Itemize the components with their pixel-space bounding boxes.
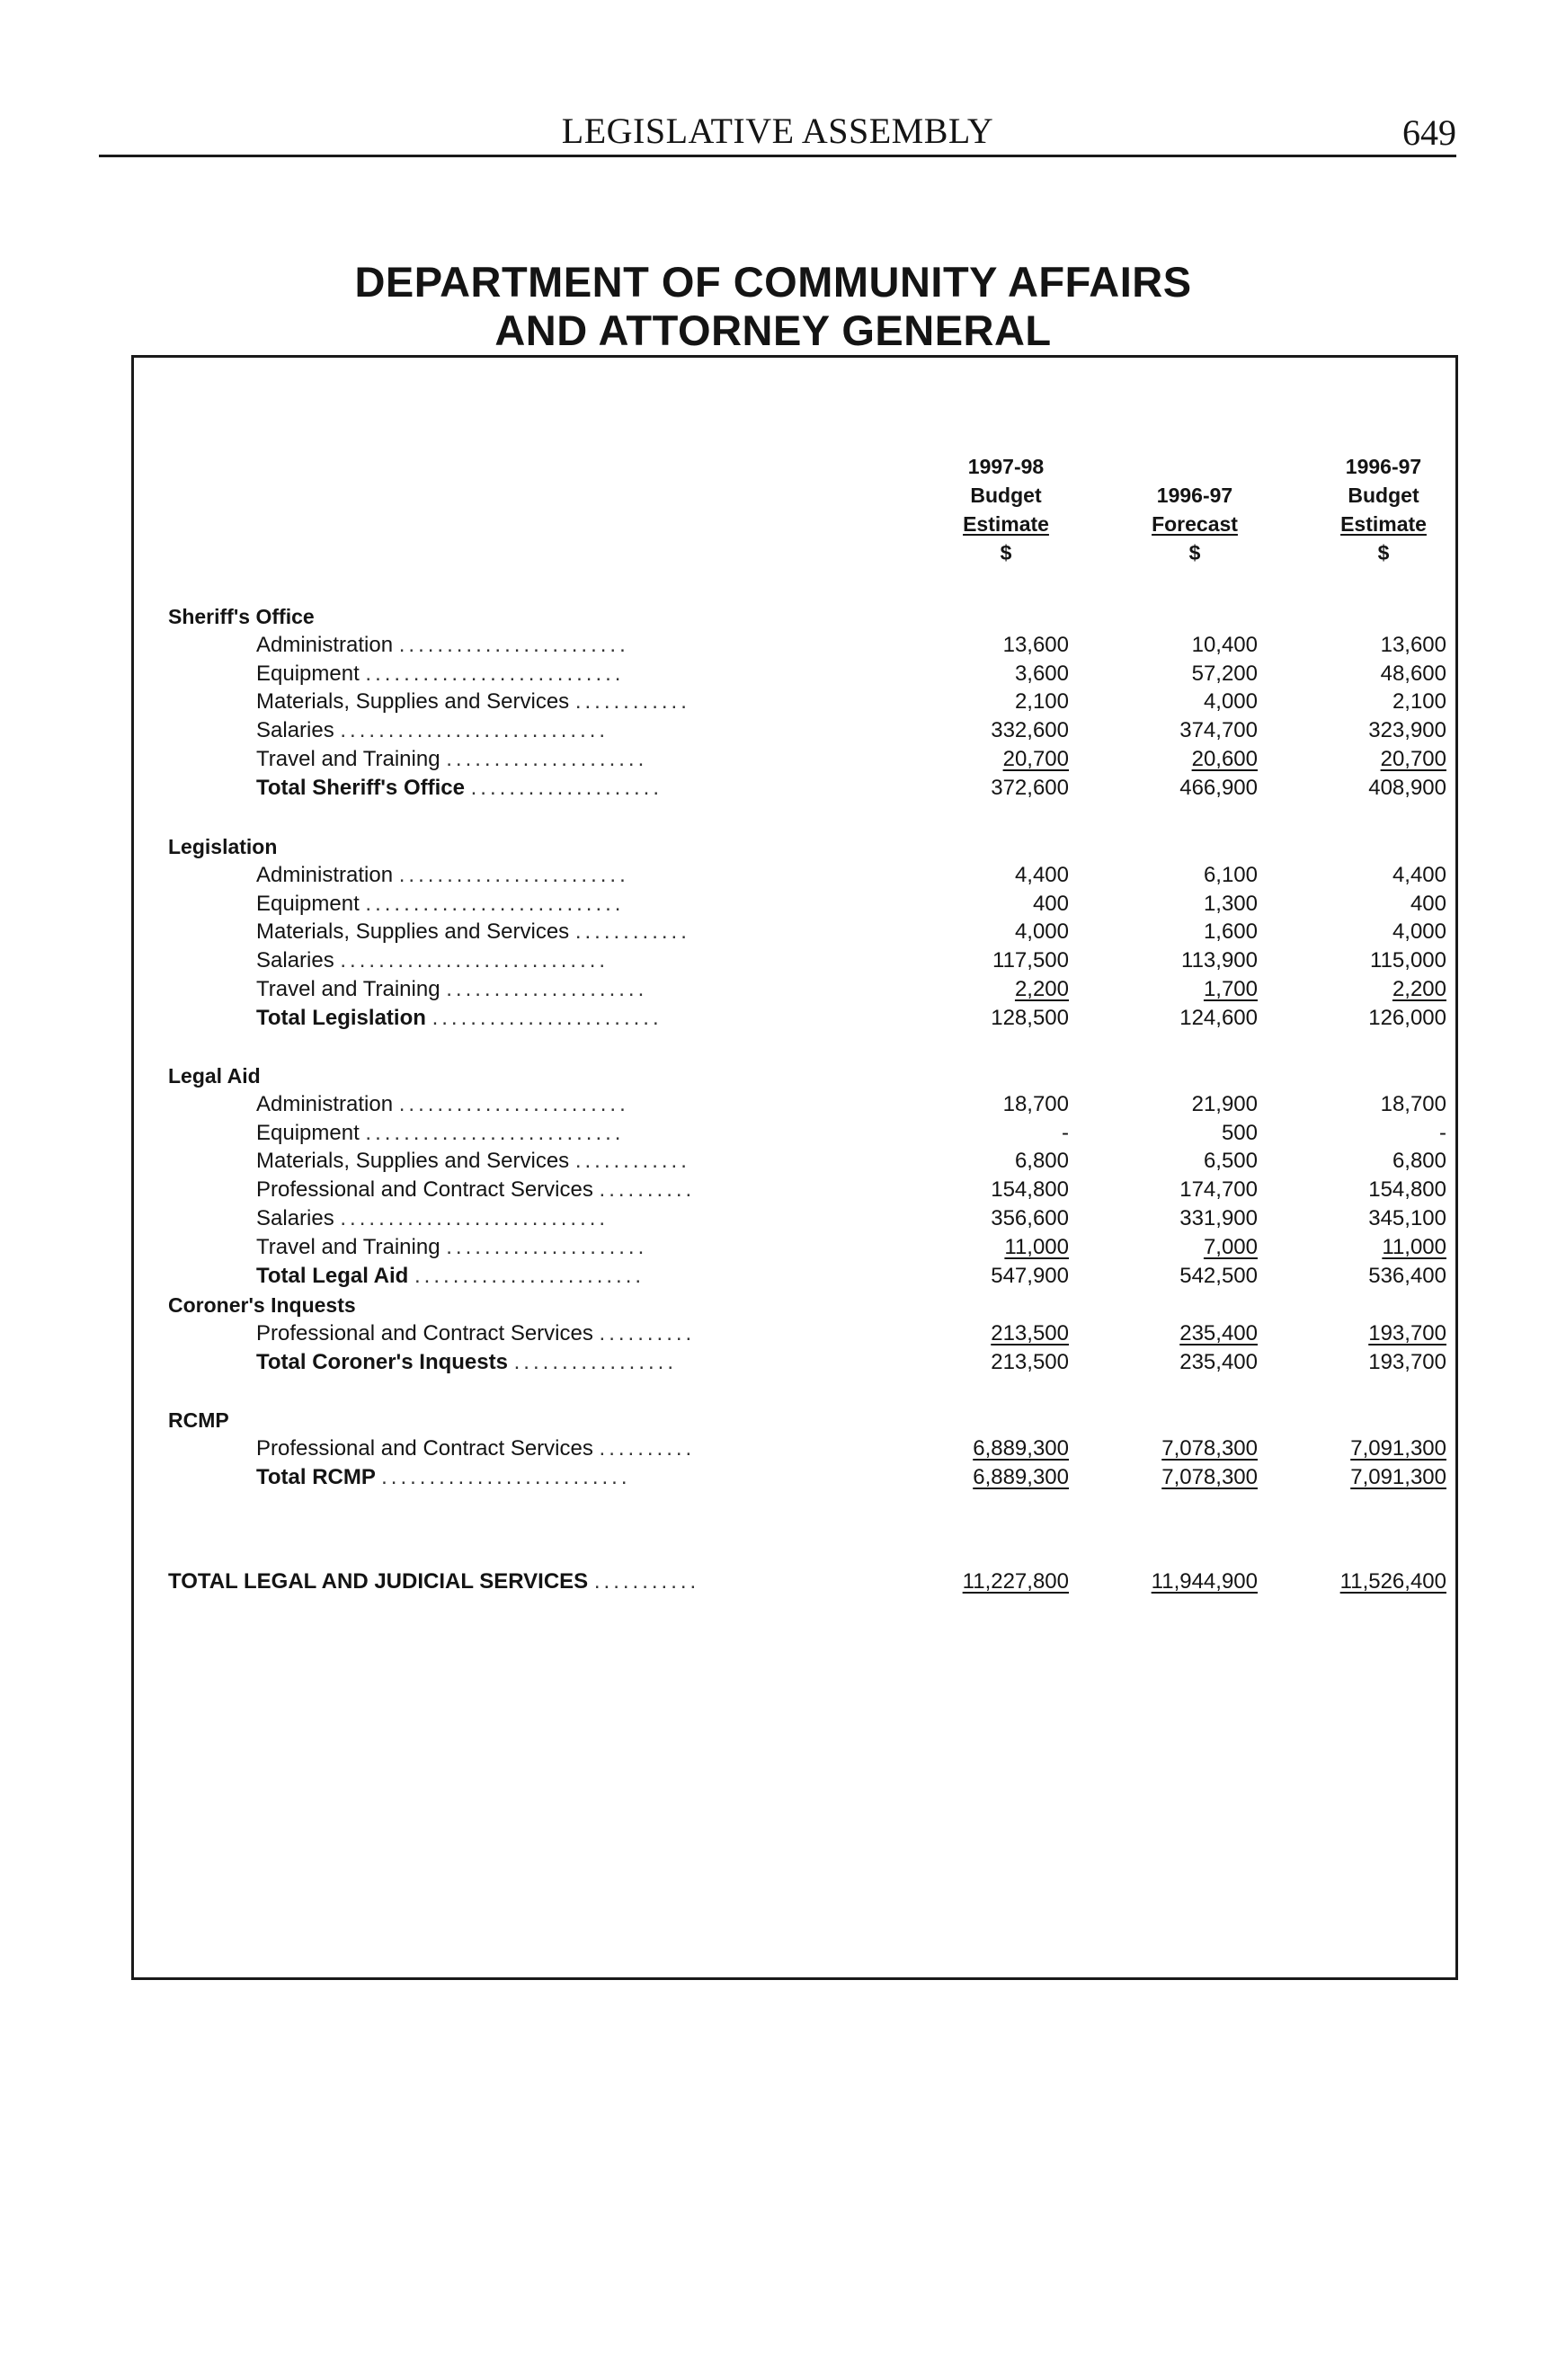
leader-dots: .......................... [381,1464,631,1489]
row-label-text: Total RCMP [256,1464,376,1489]
row-label-text: Professional and Contract Services [256,1435,593,1461]
amount-cell: 57,200 [1191,661,1258,686]
amount-cell: 4,000 [1203,689,1258,715]
column-header-1996-97-estimate [1294,452,1473,567]
amount-cell: 7,091,300 [1350,1464,1446,1489]
amount-cell: 3,600 [1014,661,1069,686]
leader-dots: ............ [574,1149,690,1174]
row-label [256,1319,966,1348]
row-label [256,1176,966,1204]
amount-cell: 4,400 [1014,862,1069,887]
row-label [256,1119,966,1148]
leader-dots: ............ [574,919,690,945]
section-title: RCMP [168,1408,229,1432]
leader-dots: ..................... [446,977,648,1001]
leader-dots: ............................ [340,948,609,973]
column-unit: $ [1377,541,1390,564]
line-item-row [134,918,1455,946]
row-label [256,688,966,716]
row-label-text: Materials, Supplies and Services [256,689,570,715]
column-header-line: 1997-98 [967,455,1045,478]
row-label-text: Salaries [256,718,334,743]
amount-cell: 332,600 [991,718,1069,743]
amount-cell: 372,600 [991,775,1069,800]
amount-cell: 13,600 [1380,632,1446,657]
leader-dots: ............................ [340,718,609,743]
row-label-text: Total Legal Aid [256,1263,409,1288]
amount-cell: 408,900 [1368,775,1446,800]
amount-cell: 356,600 [991,1206,1069,1230]
line-item-row [134,946,1455,975]
amount-cell: 6,500 [1203,1149,1258,1174]
column-header-line: Forecast [1152,512,1238,536]
row-label-text: Salaries [256,948,334,973]
amount-cell: 18,700 [1380,1091,1446,1116]
row-label [256,918,966,946]
leader-dots: ............................ [340,1206,609,1230]
amount-cell: 6,800 [1392,1149,1446,1174]
leader-dots: .......... [599,1435,696,1461]
amount-cell: 4,400 [1392,862,1446,887]
amount-cell: 331,900 [1179,1206,1258,1230]
column-header-line: 1996-97 [1156,484,1233,507]
leader-dots: ........................ [414,1263,645,1288]
amount-cell: 6,889,300 [973,1464,1069,1489]
amount-cell: 6,800 [1014,1149,1069,1174]
amount-cell: 6,889,300 [973,1435,1069,1461]
row-label [256,1233,966,1262]
row-label-text: Administration [256,862,394,887]
amount-cell: 2,200 [1014,977,1069,1001]
column-header-line [1105,452,1285,481]
line-item-row [134,716,1455,745]
row-label [256,1434,966,1463]
line-item-row [134,660,1455,688]
amount-cell: 154,800 [991,1177,1069,1203]
amount-cell: 2,200 [1392,977,1446,1001]
line-item-row [134,1204,1455,1233]
grand-total-row [134,1567,1455,1596]
column-header-1997-98-estimate [916,452,1096,567]
column-header-line: Budget [1348,484,1419,507]
leader-dots: .......... [599,1177,696,1203]
amount-cell: 48,600 [1380,661,1446,686]
line-item-row [134,1176,1455,1204]
amount-cell: 400 [1410,891,1446,916]
amount-cell: 213,500 [991,1320,1069,1345]
amount-cell: 7,078,300 [1161,1464,1258,1489]
leader-dots: ..................... [446,747,648,771]
column-header-line: 1996-97 [1345,455,1422,478]
amount-cell: 126,000 [1368,1005,1446,1030]
column-unit: $ [1000,541,1012,564]
amount-cell: 18,700 [1002,1091,1069,1116]
leader-dots: ........................ [398,632,629,657]
amount-cell: 11,944,900 [1151,1569,1258,1594]
section-title: Sheriff's Office [168,605,315,628]
line-item-row [134,1147,1455,1176]
amount-cell: 21,900 [1191,1091,1258,1116]
line-item-row [134,745,1455,774]
row-label-text: Equipment [256,891,360,916]
line-item-row [134,1233,1455,1262]
amount-cell: 542,500 [1179,1263,1258,1288]
row-label-text: Administration [256,632,394,657]
amount-cell: 13,600 [1002,632,1069,657]
line-item-row [134,688,1455,716]
row-label [256,946,966,975]
line-item-row [134,1434,1455,1463]
amount-cell: 113,900 [1181,948,1258,973]
total-row-sheriff-s-office [134,774,1455,803]
column-header-line: Estimate [1340,512,1427,536]
page-header [99,108,1456,157]
line-item-row [134,1119,1455,1148]
amount-cell: 2,100 [1014,689,1069,715]
leader-dots: ............ [574,689,690,715]
leader-dots: ................. [513,1349,677,1374]
page-number: 649 [1402,112,1456,153]
row-label [256,1348,966,1377]
line-item-row [134,890,1455,919]
row-label-text: Salaries [256,1206,334,1230]
column-header-line: Estimate [963,512,1049,536]
amount-cell: 466,900 [1179,775,1258,800]
row-label [256,745,966,774]
row-label [256,660,966,688]
amount-cell: 400 [1032,891,1069,916]
row-label-text: Professional and Contract Services [256,1320,593,1345]
amount-cell: 11,000 [1382,1234,1446,1259]
amount-cell: 20,700 [1380,747,1446,771]
amount-cell: 4,000 [1392,919,1446,945]
row-label-text: Travel and Training [256,977,440,1001]
row-label [256,1463,966,1492]
amount-cell: 2,100 [1392,689,1446,715]
amount-cell: 154,800 [1368,1177,1446,1203]
leader-dots: .......... [599,1320,696,1345]
row-label [256,1090,966,1119]
section-title: Legal Aid [168,1064,261,1088]
line-item-row [134,861,1455,890]
amount-cell: 323,900 [1368,718,1446,743]
running-title: LEGISLATIVE ASSEMBLY [561,111,994,151]
line-item-row [134,1319,1455,1348]
amount-cell: 235,400 [1179,1320,1258,1345]
section-title: Legislation [168,835,278,858]
amount-cell: 20,600 [1191,747,1258,771]
row-label-text: TOTAL LEGAL AND JUDICIAL SERVICES [168,1569,589,1594]
leader-dots: ........... [593,1569,700,1594]
row-label [168,1567,878,1596]
column-header-1996-97-forecast [1105,452,1285,567]
column-header-line: Budget [970,484,1042,507]
row-label [256,1204,966,1233]
department-title-line-2: AND ATTORNEY GENERAL [494,306,1052,354]
amount-cell: 4,000 [1014,919,1069,945]
row-label-text: Total Sheriff's Office [256,775,465,800]
leader-dots: ........................... [365,891,625,916]
amount-cell: 115,000 [1370,948,1446,973]
amount-cell: 213,500 [991,1349,1069,1374]
total-row-legal-aid [134,1262,1455,1291]
row-label [256,1004,966,1033]
leader-dots: ........................ [432,1005,663,1030]
section-title: Coroner's Inquests [168,1293,356,1317]
row-label [256,631,966,660]
department-title-line-1: DEPARTMENT OF COMMUNITY AFFAIRS [354,258,1192,306]
amount-cell: 374,700 [1179,718,1258,743]
amount-cell: 7,000 [1203,1234,1258,1259]
row-label-text: Equipment [256,1120,360,1145]
amount-cell: 11,227,800 [962,1569,1069,1594]
row-label-text: Materials, Supplies and Services [256,1149,570,1174]
amount-cell: - [1439,1120,1446,1145]
row-label [256,1147,966,1176]
line-item-row [134,631,1455,660]
row-label [256,890,966,919]
amount-cell: 235,400 [1179,1349,1258,1374]
row-label-text: Equipment [256,661,360,686]
line-item-row [134,1090,1455,1119]
row-label-text: Administration [256,1091,394,1116]
amount-cell: 6,100 [1203,862,1258,887]
leader-dots: ........................... [365,661,625,686]
total-row-legislation [134,1004,1455,1033]
amount-cell: 7,078,300 [1161,1435,1258,1461]
row-label-text: Professional and Contract Services [256,1177,593,1203]
leader-dots: ..................... [446,1234,648,1259]
row-label [256,975,966,1004]
amount-cell: 174,700 [1179,1177,1258,1203]
budget-table [131,355,1458,1980]
amount-cell: 536,400 [1368,1263,1446,1288]
row-label [256,861,966,890]
amount-cell: 500 [1221,1120,1258,1145]
leader-dots: ........................ [398,862,629,887]
row-label-text: Travel and Training [256,747,440,771]
line-item-row [134,975,1455,1004]
row-label-text: Total Coroner's Inquests [256,1349,508,1374]
leader-dots: ........................... [365,1120,625,1145]
amount-cell: 11,526,400 [1339,1569,1446,1594]
row-label-text: Materials, Supplies and Services [256,919,570,945]
total-row-coroner-s-inquests [134,1348,1455,1377]
amount-cell: 1,300 [1203,891,1258,916]
row-label-text: Travel and Training [256,1234,440,1259]
amount-cell: 11,000 [1004,1234,1069,1259]
amount-cell: 124,600 [1179,1005,1258,1030]
amount-cell: 1,700 [1203,977,1258,1001]
row-label [256,716,966,745]
amount-cell: 7,091,300 [1350,1435,1446,1461]
amount-cell: 193,700 [1368,1320,1446,1345]
amount-cell: 117,500 [992,948,1069,973]
row-label [256,774,966,803]
row-label [256,1262,966,1291]
amount-cell: 1,600 [1203,919,1258,945]
total-row-rcmp [134,1463,1455,1492]
leader-dots: ........................ [398,1091,629,1116]
leader-dots: .................... [470,775,663,800]
amount-cell: 10,400 [1191,632,1258,657]
amount-cell: - [1062,1120,1069,1145]
amount-cell: 345,100 [1368,1206,1446,1230]
column-unit: $ [1188,541,1201,564]
amount-cell: 547,900 [991,1263,1069,1288]
amount-cell: 193,700 [1368,1349,1446,1374]
amount-cell: 128,500 [991,1005,1069,1030]
amount-cell: 20,700 [1002,747,1069,771]
row-label-text: Total Legislation [256,1005,426,1030]
